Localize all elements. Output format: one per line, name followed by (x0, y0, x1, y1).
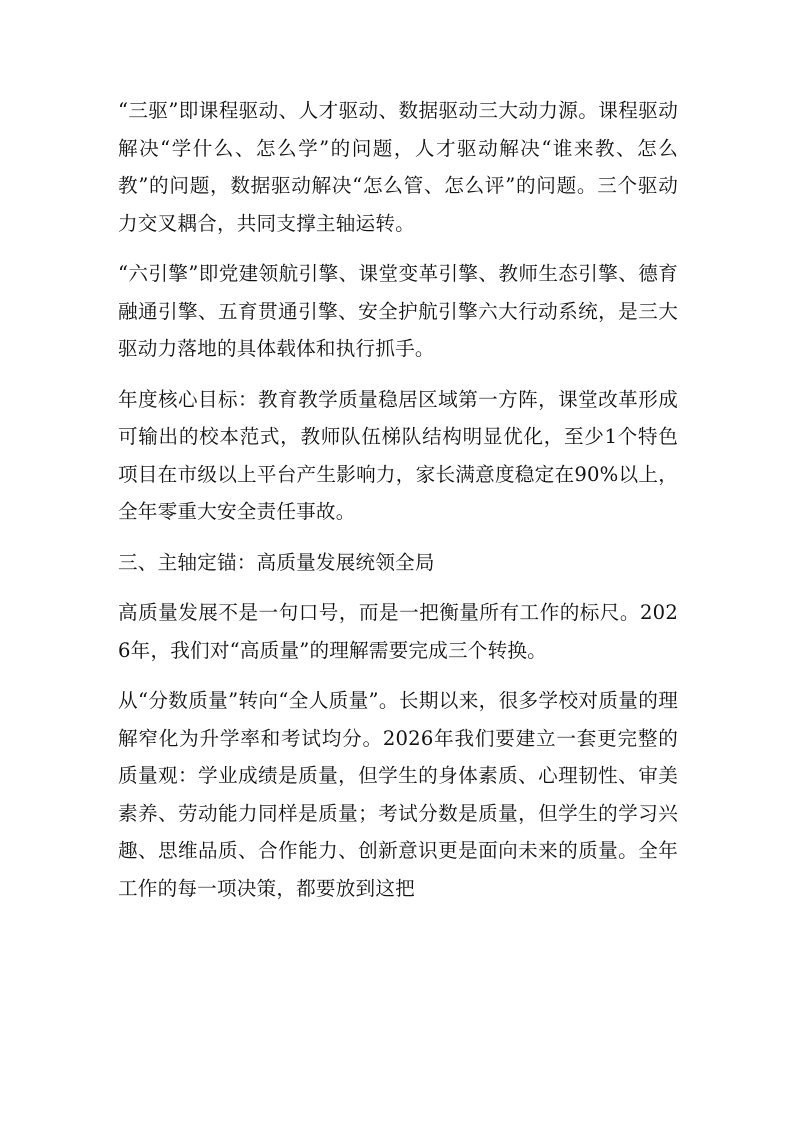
paragraph-annual-goals: 年度核心目标：教育教学质量稳居区域第一方阵，课堂改革形成可输出的校本范式，教师队伍梯队结构明显优化，至少1个特色项目在市级以上平台产生影响力，家长满意度稳定在90%以上，全年零重大安全责任事故。 (118, 387, 678, 523)
paragraph-three-drivers: “三驱”即课程驱动、人才驱动、数据驱动三大动力源。课程驱动解决“学什么、怎么学”的问题，人才驱动解决“谁来教、怎么教”的问题，数据驱动解决“怎么管、怎么评”的问题。三个驱动力交叉耦合，共同支撑主轴运转。 (118, 99, 678, 235)
paragraph-six-engines: “六引擎”即党建领航引擎、课堂变革引擎、教师生态引擎、德育融通引擎、五育贯通引擎、安全护航引擎六大行动系统，是三大驱动力落地的具体载体和执行抓手。 (118, 262, 678, 360)
section-heading: 三、主轴定锚：高质量发展统领全局 (118, 550, 435, 574)
paragraph-quality-intro: 高质量发展不是一句口号，而是一把衡量所有工作的标尺。2026年，我们对“高质量”的理解需要完成三个转换。 (118, 601, 678, 662)
document-page (118, 92, 678, 920)
paragraph-whole-person-quality: 从“分数质量”转向“全人质量”。长期以来，很多学校对质量的理解窄化为升学率和考试均分。2026年我们要建立一套更完整的质量观：学业成绩是质量，但学生的身体素质、心理韧性、审美素养、劳动能力同样是质量；考试分数是质量，但学生的学习兴趣、思维品质、合作能力、创新意识更是面向未来的质量。全年工作的每一项决策，都要放到这把 (118, 689, 678, 900)
